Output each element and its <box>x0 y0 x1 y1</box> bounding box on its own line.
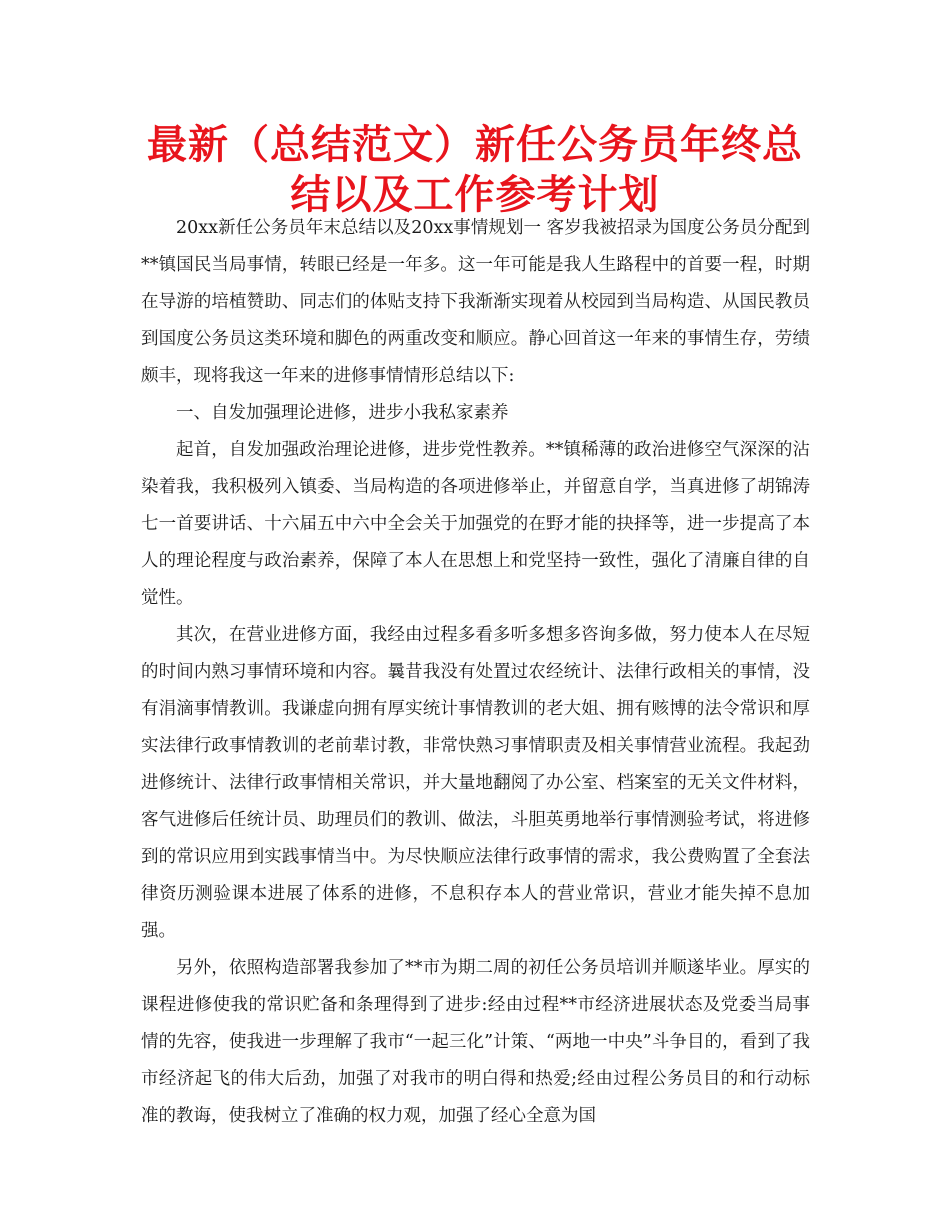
paragraph: 其次，在营业进修方面，我经由过程多看多听多想多咨询多做，努力使本人在尽短的时间内熟习事情环境和内容。曩昔我没有处置过农经统计、法律行政相关的事情，没有涓滴事情教训。我谦虚向拥有厚实统计事情教训的老大姐、拥有赅博的法令常识和厚实法律行政事情教训的老前辈讨教，非常快熟习事情职责及相关事情营业流程。我起劲进修统计、法律行政事情相关常识，并大量地翻阅了办公室、档案室的无关文件材料，客气进修后任统计员、助理员们的教训、做法，斗胆英勇地举行事情测验考试，将进修到的常识应用到实践事情当中。为尽快顺应法律行政事情的需求，我公费购置了全套法律资历测验课本进展了体系的进修，不息积存本人的营业常识，营业才能失掉不息加强。 <box>141 625 810 941</box>
document-body <box>141 210 810 1135</box>
section-heading: 一、自发加强理论进修，进步小我私家素养 <box>176 403 509 423</box>
paragraph: 20xx新任公务员年末总结以及20xx事情规划一 客岁我被招录为国度公务员分配到**镇国民当局事情，转眼已经是一年多。这一年可能是我人生路程中的首要一程，时期在导游的培植赞助、同志们的体贴支持下我渐渐实现着从校园到当局构造、从国民教员到国度公务员这类环境和脚色的两重改变和顺应。静心回首这一年来的事情生存，劳绩颇丰，现将我这一年来的进修事情情形总结以下: <box>141 218 810 386</box>
paragraph: 起首，自发加强政治理论进修，进步党性教养。**镇稀薄的政治进修空气深深的沾染着我，我积极列入镇委、当局构造的各项进修举止，并留意自学，当真进修了胡锦涛七一首要讲话、十六届五中六中全会关于加强党的在野才能的抉择等，进一步提高了本人的理论程度与政治素养，保障了本人在思想上和党坚持一致性，强化了清廉自律的自觉性。 <box>141 440 810 608</box>
paragraph: 另外，依照构造部署我参加了**市为期二周的初任公务员培训并顺遂毕业。厚实的课程进修使我的常识贮备和条理得到了进步:经由过程**市经济进展状态及党委当局事情的先容，使我进一步理解了我市“一起三化”计策、“两地一中央”斗争目的，看到了我市经济起飞的伟大后劲，加强了对我市的明白得和热爱;经由过程公务员目的和行动标准的教诲，使我树立了准确的权力观，加强了经心全意为国 <box>141 958 810 1126</box>
document-title: 最新（总结范文）新任公务员年终总结以及工作参考计划 <box>147 122 803 218</box>
